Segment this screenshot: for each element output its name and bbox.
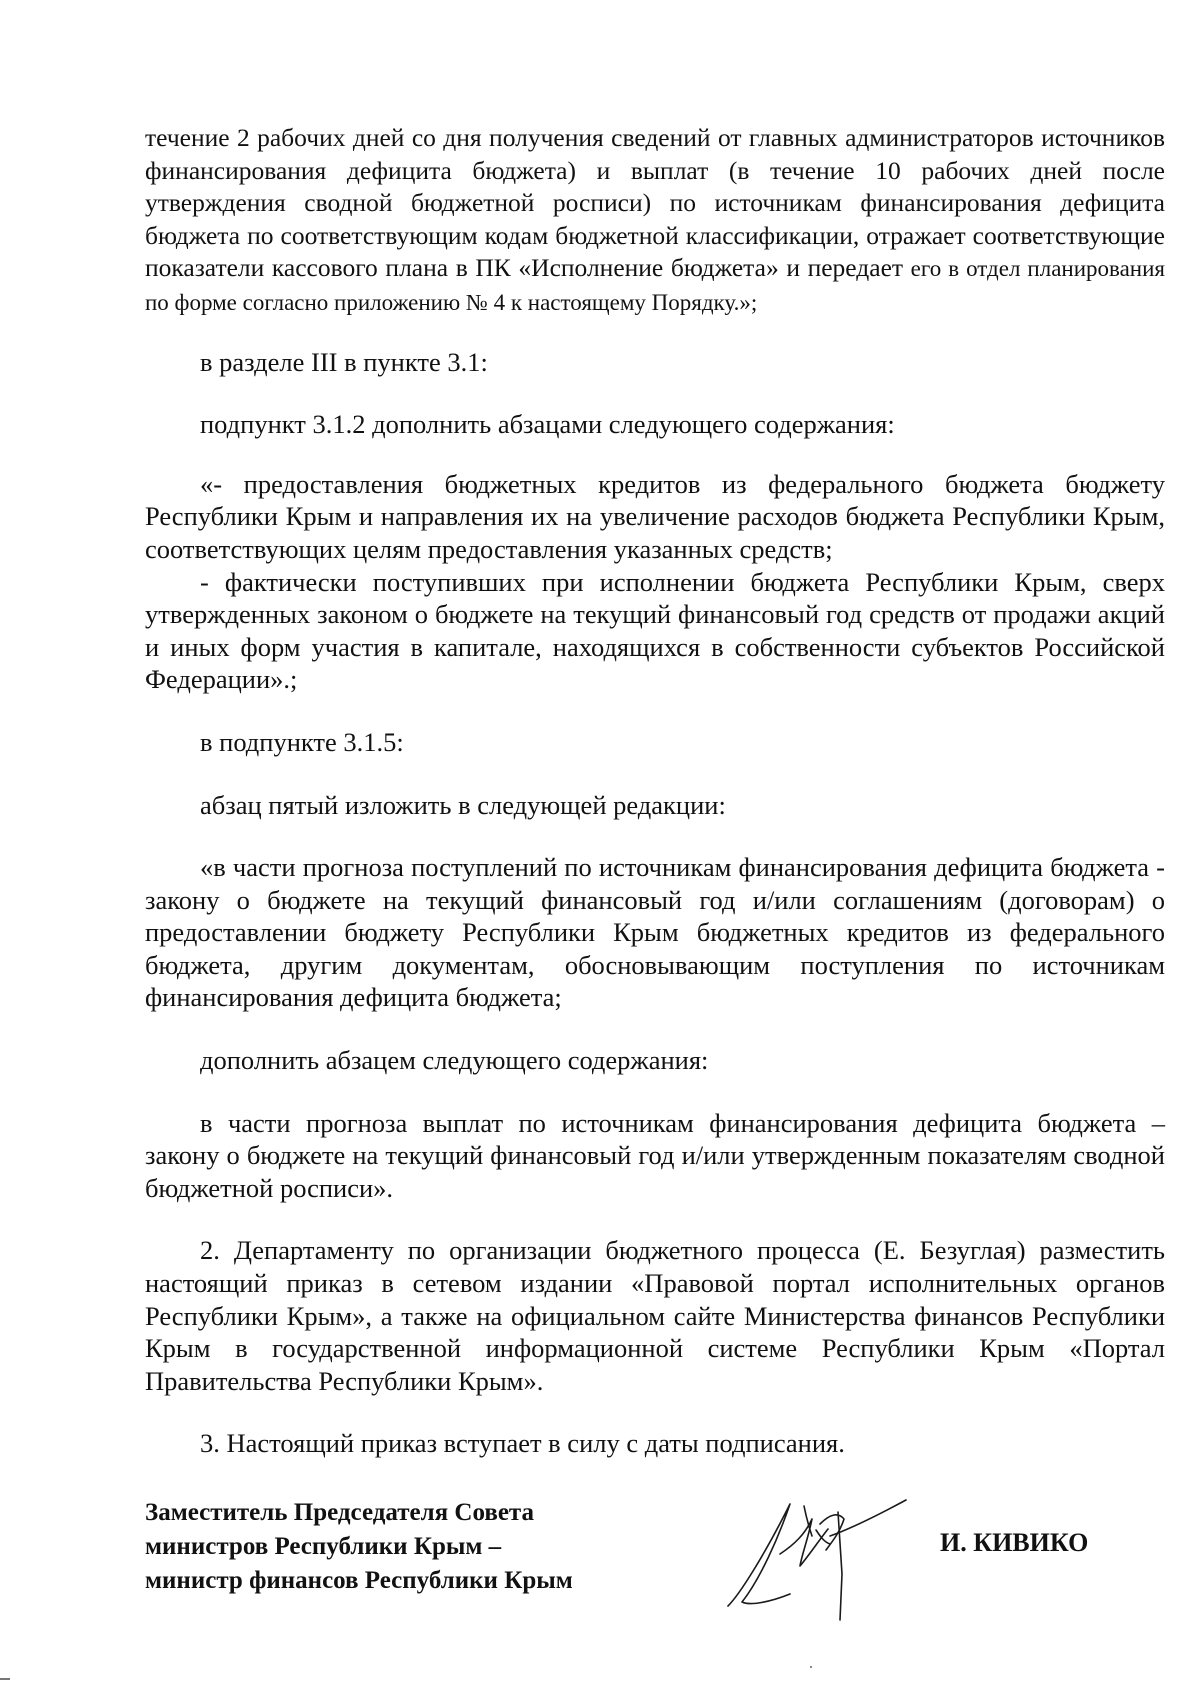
paragraph-quote-revenues: - фактически поступивших при исполнении бюджета Республики Крым, сверх утвержденных законом о бюджете на текущий финансовый год средств от продажи акций и иных форм участия в капитале, находящихся в собственности субъектов Российской Федерации».; xyxy=(145,566,1165,695)
scan-artifact-dash xyxy=(0,1678,10,1680)
scan-artifact-dot xyxy=(810,1666,812,1668)
paragraph-continuation-text: течение 2 рабочих дней со дня получения сведений от главных администраторов источников финансирования дефицита бюджета) и выплат (в течение 10 рабочих дней после утверждения сводной бюджетной росписи) по источникам финансирования дефицита бюджета по соответствующим кодам бюджетной классификации, отражает соответствующие показатели кассового плана в ПК «Исполнение бюджета» и передает xyxy=(145,123,1165,283)
signer-title-line: Заместитель Председателя Совета xyxy=(145,1499,535,1526)
paragraph-item-2: 2. Департаменту по организации бюджетного процесса (Е. Безуглая) разместить настоящий приказ в сетевом издании «Правовой портал исполнительных органов Республики Крым», а также на официальном сайте Министерства финансов Республики Крым в государственной информационной системе Республики Крым «Портал Правительства Республики Крым». xyxy=(145,1235,1165,1396)
signer-title-line: министров Республики Крым – xyxy=(145,1533,502,1560)
signer-title xyxy=(145,1496,625,1598)
paragraph-quote-credits: «- предоставления бюджетных кредитов из федерального бюджета бюджету Республики Крым и направления их на увеличение расходов бюджета Республики Крым, соответствующих целям предоставления указанных средств; xyxy=(145,468,1165,564)
paragraph-quote-payments: в части прогноза выплат по источникам финансирования дефицита бюджета – закону о бюджете на текущий финансовый год и/или утвержденным показателям сводной бюджетной росписи». xyxy=(145,1107,1165,1203)
paragraph-quote-receipts: «в части прогноза поступлений по источникам финансирования дефицита бюджета - закону о бюджете на текущий финансовый год и/или соглашениям (договорам) о предоставлении бюджету Республики Крым бюджетных кредитов из федерального бюджета, другим документам, обосновывающим поступления по источникам финансирования дефицита бюджета; xyxy=(145,852,1165,1013)
paragraph-continuation xyxy=(145,122,1165,320)
paragraph-subitem-3-1-2: подпункт 3.1.2 дополнить абзацами следующего содержания: xyxy=(200,409,895,440)
signature-block xyxy=(145,1496,1165,1626)
document-body xyxy=(145,122,1165,1460)
paragraph-subitem-3-1-5: в подпункте 3.1.5: xyxy=(200,726,404,757)
paragraph-continuation-tail: его в отдел планирования по форме согласно приложению № 4 к настоящему Порядку.»; xyxy=(145,256,1165,315)
paragraph-fifth-abzac: абзац пятый изложить в следующей редакции: xyxy=(200,789,726,820)
handwritten-signature xyxy=(720,1484,910,1624)
signer-name: И. КИВИКО xyxy=(940,1528,1089,1557)
paragraph-add-abzac: дополнить абзацем следующего содержания: xyxy=(200,1045,709,1076)
paragraph-section-iii: в разделе III в пункте 3.1: xyxy=(200,346,488,377)
signer-title-line: министр финансов Республики Крым xyxy=(145,1567,573,1594)
paragraph-item-3: 3. Настоящий приказ вступает в силу с даты подписания. xyxy=(200,1428,845,1459)
